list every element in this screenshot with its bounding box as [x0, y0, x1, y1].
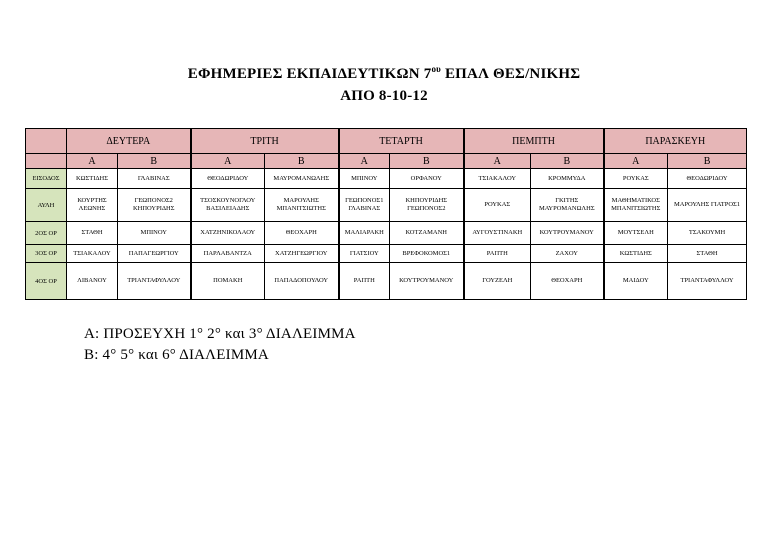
table-cell: ΖΑΧΟΥ	[531, 245, 604, 263]
table-cell: ΛΙΒΑΝΟΥ	[67, 263, 118, 300]
table-cell: ΓΟΥΖΕΛΗ	[464, 263, 531, 300]
row-label: 3ΟΣ ΟΡ	[26, 245, 67, 263]
table-cell: ΜΑΥΡΟΜΑΝΩΛΗΣ	[265, 169, 339, 189]
table-cell: ΤΣΟΣΚΟΥΝΟΓΛΟΥ ΒΑΣΙΛΕΙΑΔΗΣ	[191, 189, 265, 222]
table-cell: ΜΑΘΗΜΑΤΙΚΟΣ ΜΠΑΝΙΤΣΙΩΤΗΣ	[604, 189, 668, 222]
shift-header: Α	[339, 154, 390, 169]
table-cell: ΘΕΟΔΩΡΙΔΟΥ	[668, 169, 747, 189]
table-cell: ΜΟΥΤΣΕΛΗ	[604, 222, 668, 245]
table-cell: ΣΤΑΘΗ	[668, 245, 747, 263]
shift-header: Α	[464, 154, 531, 169]
page-title	[0, 66, 768, 83]
table-cell: ΜΠΙΝΟΥ	[118, 222, 191, 245]
row-label: 4ΟΣ ΟΡ	[26, 263, 67, 300]
sub-header-row	[26, 154, 747, 169]
table-cell: ΚΟΥΤΡΟΥΜΑΝΟΥ	[390, 263, 464, 300]
table-cell: ΘΕΟΧΑΡΗ	[265, 222, 339, 245]
table-cell: ΓΚΙΤΗΣ ΜΑΥΡΟΜΑΝΩΛΗΣ	[531, 189, 604, 222]
table-cell: ΟΡΦΑΝΟΥ	[390, 169, 464, 189]
table-cell: ΜΑΡΟΥΛΗΣ ΓΙΑΤΡΟΣ1	[668, 189, 747, 222]
table-cell: ΜΠΙΝΟΥ	[339, 169, 390, 189]
table-cell: ΒΡΕΦΟΚΟΜΟΣ1	[390, 245, 464, 263]
day-header: ΠΑΡΑΣΚΕΥΗ	[604, 129, 747, 154]
day-header: ΤΡΙΤΗ	[191, 129, 339, 154]
shift-header: Β	[118, 154, 191, 169]
shift-header: Β	[390, 154, 464, 169]
table-cell: ΤΡΙΑΝΤΑΦΥΛΛΟΥ	[118, 263, 191, 300]
table-cell: ΡΑΠΤΗ	[464, 245, 531, 263]
row-label: 2ΟΣ ΟΡ	[26, 222, 67, 245]
day-header: ΤΕΤΑΡΤΗ	[339, 129, 464, 154]
table-cell: ΘΕΟΧΑΡΗ	[531, 263, 604, 300]
table-cell: ΚΩΣΤΙΔΗΣ	[604, 245, 668, 263]
row-label: ΑΥΛΗ	[26, 189, 67, 222]
table-row	[26, 245, 747, 263]
table-cell: ΚΡΟΜΜΥΔΑ	[531, 169, 604, 189]
day-header: ΠΕΜΠΤΗ	[464, 129, 604, 154]
table-cell: ΚΟΥΤΡΟΥΜΑΝΟΥ	[531, 222, 604, 245]
shift-header: Α	[604, 154, 668, 169]
table-cell: ΡΑΠΤΗ	[339, 263, 390, 300]
corner-cell	[26, 129, 67, 154]
note-shift-a: Α: ΠΡΟΣΕΥΧΗ 1° 2° και 3° ΔΙΑΛΕΙΜΜΑ	[84, 326, 356, 342]
table-cell: ΠΑΠΑΓΕΩΡΓΙΟΥ	[118, 245, 191, 263]
table-cell: ΡΟΥΚΑΣ	[464, 189, 531, 222]
shift-header: Β	[265, 154, 339, 169]
table-cell: ΤΣΙΑΚΑΛΟΥ	[67, 245, 118, 263]
title-main: ΕΦΗΜΕΡΙΕΣ ΕΚΠΑΙΔΕΥΤΙΚΩΝ 7	[187, 66, 432, 82]
table-cell: ΜΑΛΙΑΡΑΚΗ	[339, 222, 390, 245]
table-cell: ΧΑΤΖΗΓΕΩΡΓΙΟΥ	[265, 245, 339, 263]
table-cell: ΓΕΩΠΟΝΟΣ2 ΚΗΠΟΥΡΙΔΗΣ	[118, 189, 191, 222]
table-cell: ΣΤΑΘΗ	[67, 222, 118, 245]
shift-header: Α	[67, 154, 118, 169]
table-cell: ΜΑΡΟΥΛΗΣ ΜΠΑΝΙΤΣΙΩΤΗΣ	[265, 189, 339, 222]
table-row	[26, 222, 747, 245]
title-rest: ΕΠΑΛ ΘΕΣ/ΝΙΚΗΣ	[441, 66, 581, 82]
row-label: ΕΙΣΟΔΟΣ	[26, 169, 67, 189]
table-cell: ΧΑΤΖΗΝΙΚΟΛΑΟΥ	[191, 222, 265, 245]
table-cell: ΤΣΑΚΟΥΜΗ	[668, 222, 747, 245]
corner-cell	[26, 154, 67, 169]
table-cell: ΤΣΙΑΚΑΛΟΥ	[464, 169, 531, 189]
day-header: ΔΕΥΤΕΡΑ	[67, 129, 191, 154]
table-cell: ΠΑΠΑΔΟΠΟΥΛΟΥ	[265, 263, 339, 300]
table-cell: ΓΕΩΠΟΝΟΣ1 ΓΛΑΒΙΝΑΣ	[339, 189, 390, 222]
table-cell: ΓΙΑΤΣΙΟΥ	[339, 245, 390, 263]
table-cell: ΠΟΜΑΚΗ	[191, 263, 265, 300]
table-cell: ΠΑΡΛΑΒΑΝΤΖΑ	[191, 245, 265, 263]
note-shift-b: Β: 4° 5° και 6° ΔΙΑΛΕΙΜΜΑ	[84, 347, 269, 363]
title-superscript: ου	[431, 64, 442, 74]
shift-header: Α	[191, 154, 265, 169]
table-cell: ΘΕΟΔΩΡΙΔΟΥ	[191, 169, 265, 189]
table-cell: ΜΑΙΔΟΥ	[604, 263, 668, 300]
table-cell: ΚΟΤΖΑΜΑΝΗ	[390, 222, 464, 245]
table-row	[26, 169, 747, 189]
day-header-row	[26, 129, 747, 154]
table-cell: ΑΥΓΟΥΣΤΙΝΑΚΗ	[464, 222, 531, 245]
table-row	[26, 189, 747, 222]
shift-header: Β	[668, 154, 747, 169]
duty-schedule-table	[25, 128, 747, 300]
table-cell: ΤΡΙΑΝΤΑΦΥΛΛΟΥ	[668, 263, 747, 300]
table-cell: ΡΟΥΚΑΣ	[604, 169, 668, 189]
page-subtitle: ΑΠΟ 8-10-12	[340, 88, 428, 104]
table-cell: ΚΗΠΟΥΡΙΔΗΣ ΓΕΩΠΟΝΟΣ2	[390, 189, 464, 222]
table-row	[26, 263, 747, 300]
table-cell: ΚΩΣΤΙΔΗΣ	[67, 169, 118, 189]
shift-header: Β	[531, 154, 604, 169]
table-cell: ΚΟΥΡΤΗΣ ΛΕΩΝΗΣ	[67, 189, 118, 222]
table-cell: ΓΛΑΒΙΝΑΣ	[118, 169, 191, 189]
